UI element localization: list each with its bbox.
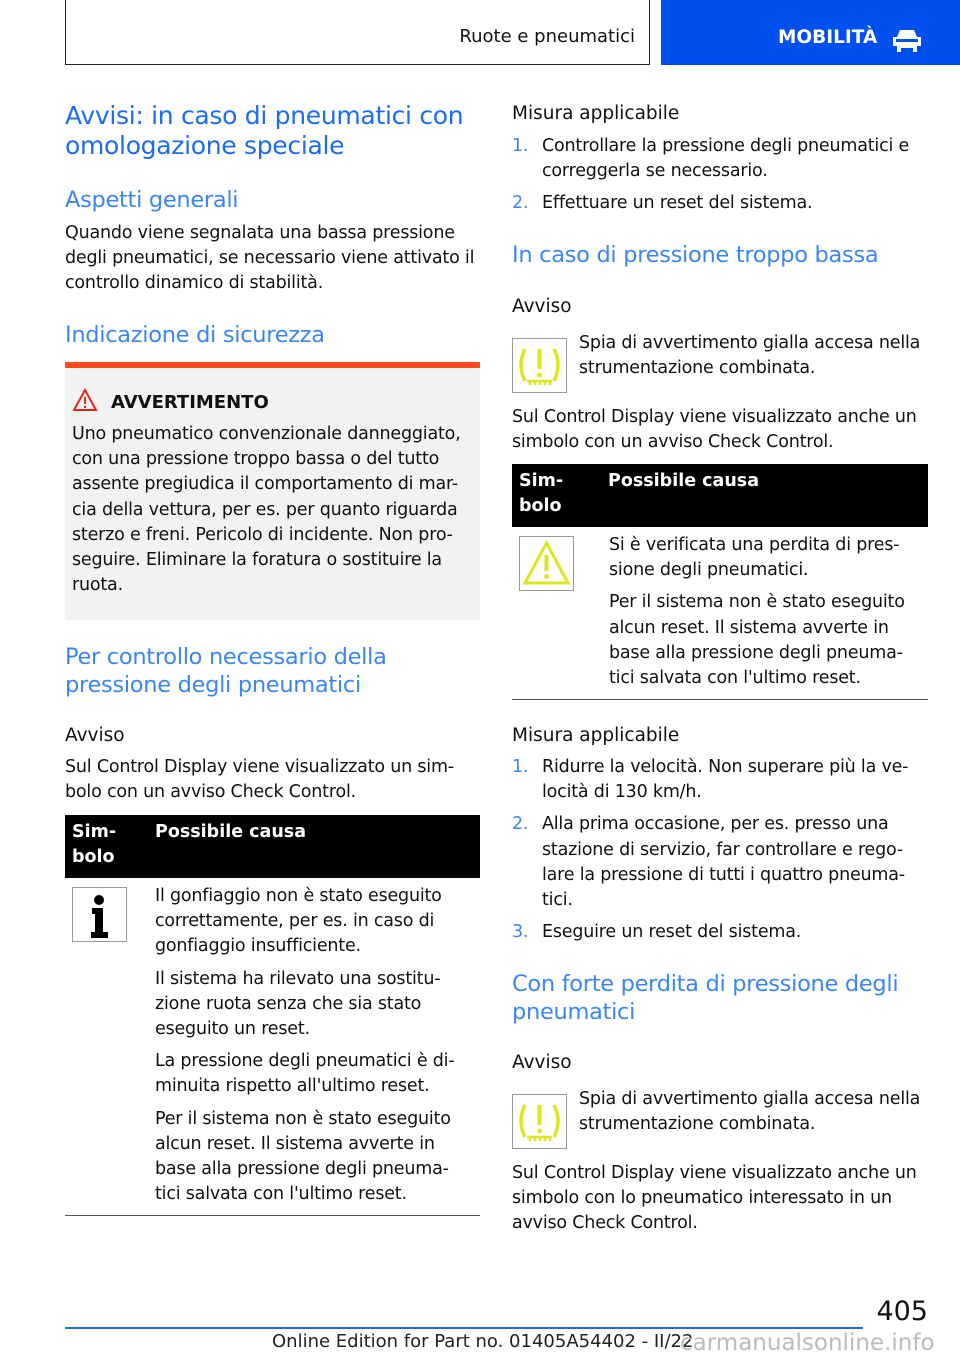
list-item: 1. Controllare la pressione degli pneumatici e correggerla se necessario. — [512, 136, 910, 182]
warning-triangle-icon — [519, 536, 574, 591]
col-cause: Possibile causa — [608, 471, 760, 491]
table-header — [512, 464, 928, 527]
warning-box — [65, 362, 480, 620]
tire-pressure-lamp-icon — [512, 1094, 567, 1149]
lamp1-text: Spia di avvertimento gialla accesa nella strumentazione combinata. — [579, 333, 921, 379]
cause: Per il sistema non è stato eseguito alcun reset. Il sistema avverte in base alla pressione degli pneuma- tici salvata con l'ultimo reset. — [155, 1108, 451, 1205]
footer-rule — [65, 1327, 863, 1329]
chapter-label: MOBILITÀ — [778, 27, 878, 48]
cause: Si è verificata una perdita di pres- sione degli pneumatici. — [609, 535, 900, 581]
list-item: 2. Effettuare un reset del sistema. — [512, 193, 813, 214]
page-number: 405 — [876, 1296, 928, 1327]
notice-text: Sul Control Display viene visualizzato un sim- bolo con un avviso Check Control. — [65, 757, 454, 803]
causes-list — [609, 533, 905, 691]
notice-label: Avviso — [65, 725, 125, 746]
car-icon — [891, 28, 923, 54]
measure1-list — [512, 134, 932, 217]
table-bottom-rule — [512, 699, 928, 700]
lamp2-text: Spia di avvertimento gialla accesa nella strumentazione combinata. — [579, 1089, 921, 1135]
page-title: Avvisi: in caso di pneumatici con omologazione speciale — [65, 101, 464, 160]
header-section-title: Ruote e pneumatici — [459, 26, 635, 47]
general-heading: Aspetti generali — [65, 187, 239, 213]
info-icon — [72, 887, 127, 942]
col-cause: Possibile causa — [155, 822, 307, 842]
watermark: carmanualsonline.info — [680, 1330, 935, 1356]
notice1-label: Avviso — [512, 296, 572, 317]
general-text: Quando viene segnalata una bassa pressione degli pneumatici, se necessario viene attivato il controllo dinamico di stabilità. — [65, 223, 475, 294]
chapter-tab[interactable] — [661, 0, 960, 65]
low-pressure-heading: In caso di pressione troppo bassa — [512, 242, 879, 268]
col-symbol: Sim- bolo — [519, 471, 564, 516]
edition-text: Online Edition for Part no. 01405A54402 - II/22 — [272, 1331, 694, 1352]
warning-text: Uno pneumatico convenzionale danneggiato, con una pressione troppo bassa o del tutto assente pregiudica il comportamento di mar- cia della vettura, per es. per quanto riguarda sterzo e freni. Pericolo di incidente. Non pro- seguire. Eliminare la foratura o sostituire la ruota. — [72, 424, 461, 596]
check-heading: Per controllo necessario della pressione degli pneumatici — [65, 644, 387, 698]
col-symbol: Sim- bolo — [72, 822, 117, 867]
causes-list — [155, 884, 454, 1207]
safety-heading: Indicazione di sicurezza — [65, 322, 325, 348]
measure1-label: Misura applicabile — [512, 103, 680, 124]
table-bottom-rule — [65, 1215, 480, 1216]
display2-text: Sul Control Display viene visualizzato anche un simbolo con lo pneumatico interessato in un avviso Check Control. — [512, 1163, 917, 1234]
cause: Il sistema ha rilevato una sostitu- zione ruota senza che sia stato eseguito un reset. — [155, 968, 441, 1040]
warning-triangle-icon — [72, 388, 98, 412]
list-item: 2. Alla prima occasione, per es. presso una stazione di servizio, far controllare e rego- lare la pressione di tutti i quattro pneuma- tici. — [512, 814, 905, 911]
measure2-list — [512, 755, 932, 945]
cause: Per il sistema non è stato eseguito alcun reset. Il sistema avverte in base alla pressione degli pneuma- tici salvata con l'ultimo reset. — [609, 592, 905, 689]
table-header — [65, 815, 480, 878]
cause: Il gonfiaggio non è stato eseguito correttamente, per es. in caso di gonfiaggio insufficiente. — [155, 886, 442, 957]
warning-label: AVVERTIMENTO — [111, 392, 269, 413]
cause: La pressione degli pneumatici è di- minuita rispetto all'ultimo reset. — [155, 1051, 455, 1097]
measure2-label: Misura applicabile — [512, 725, 680, 746]
notice2-label: Avviso — [512, 1052, 572, 1073]
list-item: 3. Eseguire un reset del sistema. — [512, 922, 802, 943]
display1-text: Sul Control Display viene visualizzato anche un simbolo con un avviso Check Control. — [512, 407, 917, 453]
pressure-loss-heading: Con forte perdita di pressione degli pneumatici — [512, 971, 899, 1025]
tire-pressure-lamp-icon — [512, 338, 567, 393]
list-item: 1. Ridurre la velocità. Non superare più la ve- locità di 130 km/h. — [512, 757, 909, 803]
